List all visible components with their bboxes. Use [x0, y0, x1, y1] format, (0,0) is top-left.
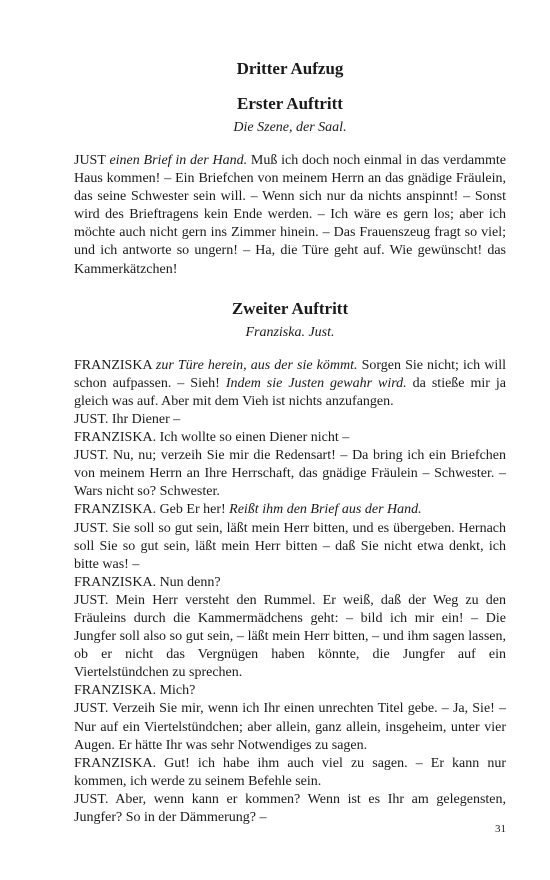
speech-franziska-3: FRANZISKA. Geb Er her! Reißt ihm den Brief aus der Hand. — [74, 502, 422, 518]
speech-franziska-2: FRANZISKA. Ich wollte so einen Diener nicht – — [74, 430, 350, 446]
speech-just-4: JUST. Sie soll so gut sein, läßt mein Herr bitten, und es übergeben. Hernach soll Sie so gut sein, läßt mein Herr bitten – daß Sie nicht etwa denkt, ich bitte was! – — [74, 520, 506, 572]
speech-just-2: JUST. Ihr Diener – — [74, 411, 181, 427]
speech-just-3: JUST. Nu, nu; verzeih Sie mir die Redensart! – Da bring ich ein Briefchen von meinem Herrn an Ihre Herrschaft, das gnädige Fräulein – Schwester. – Wars nicht so? Schwester. — [74, 448, 506, 500]
book-page — [74, 56, 506, 827]
speech-just-5: JUST. Mein Herr versteht den Rummel. Er weiß, daß der Weg zu den Fräuleins durch die Kammermädchens geht: – bild ich mir ein! – Die Jungfer soll also so gut sein, – läßt mein Herr bitten, – und ihm sagen lassen, ob er nicht das Vergnügen haben könnte, die Jungfer auf ein Viertelstündchen zu sprechen. — [74, 592, 506, 681]
speech-franziska-5: FRANZISKA. Mich? — [74, 683, 196, 699]
stage-direction: Reißt ihm den Brief aus der Hand. — [229, 502, 422, 518]
scene-1-stage-direction: Die Szene, der Saal. — [233, 120, 347, 135]
speech-just-6: JUST. Verzeih Sie mir, wenn ich Ihr einen unrechten Titel gebe. – Ja, Sie! – Nur auf ein Viertelstündchen; aber allein, ganz allein, insgeheim, unter vier Augen. Er hätte Ihr was sehr Notwendiges zu sagen. — [74, 701, 506, 753]
page-number: 31 — [495, 823, 506, 835]
stage-direction: einen Brief in der Hand. — [109, 153, 248, 168]
scene-2-text — [74, 357, 506, 827]
speech-franziska-4: FRANZISKA. Nun denn? — [74, 574, 221, 590]
speech-franziska-1: FRANZISKA zur Türe herein, aus der sie kömmt. Sorgen Sie nicht; ich will schon aufpassen. – Sieh! Indem sie Justen gewahr wird. da stieße mir ja gleich was auf. Aber mit dem Vieh ist nichts anzufangen. — [74, 357, 507, 409]
stage-direction: zur Türe herein, aus der sie kömmt. — [155, 357, 358, 373]
scene-2-stage-direction: Franziska. Just. — [245, 324, 335, 340]
scene-1-text — [74, 152, 506, 279]
speech-just-1: JUST einen Brief in der Hand. Muß ich doch noch einmal in das verdammte Haus kommen! – Ein Briefchen von meinem Herrn an das gnädige Fräulein, das seine Schwester sein will. – Wenn sich nur da nichts anspinnt! – Sonst wird des Brieftragens kein Ende werden. – Ich wäre es gern los; aber ich möchte auch nicht gern ins Zimmer hinein. – Das Frauenszeug fragt so viel; und ich antworte so ungern! – Ha, die Türe geht auf. Wie gewünscht! das Kammerkätzchen! — [74, 153, 507, 277]
scene-1-heading: Erster Auftritt — [237, 94, 343, 113]
act-heading: Dritter Aufzug — [236, 59, 344, 78]
stage-direction: Indem sie Justen gewahr wird. — [225, 375, 407, 391]
scene-2-heading: Zweiter Auftritt — [231, 298, 349, 318]
speech-franziska-6: FRANZISKA. Gut! ich habe ihm auch viel zu sagen. – Er kann nur kommen, ich werde zu seinem Befehle sein. — [74, 755, 506, 789]
speech-just-7: JUST. Aber, wenn kann er kommen? Wenn ist es Ihr am gelegensten, Jungfer? So in der Dämmerung? – — [74, 791, 506, 825]
